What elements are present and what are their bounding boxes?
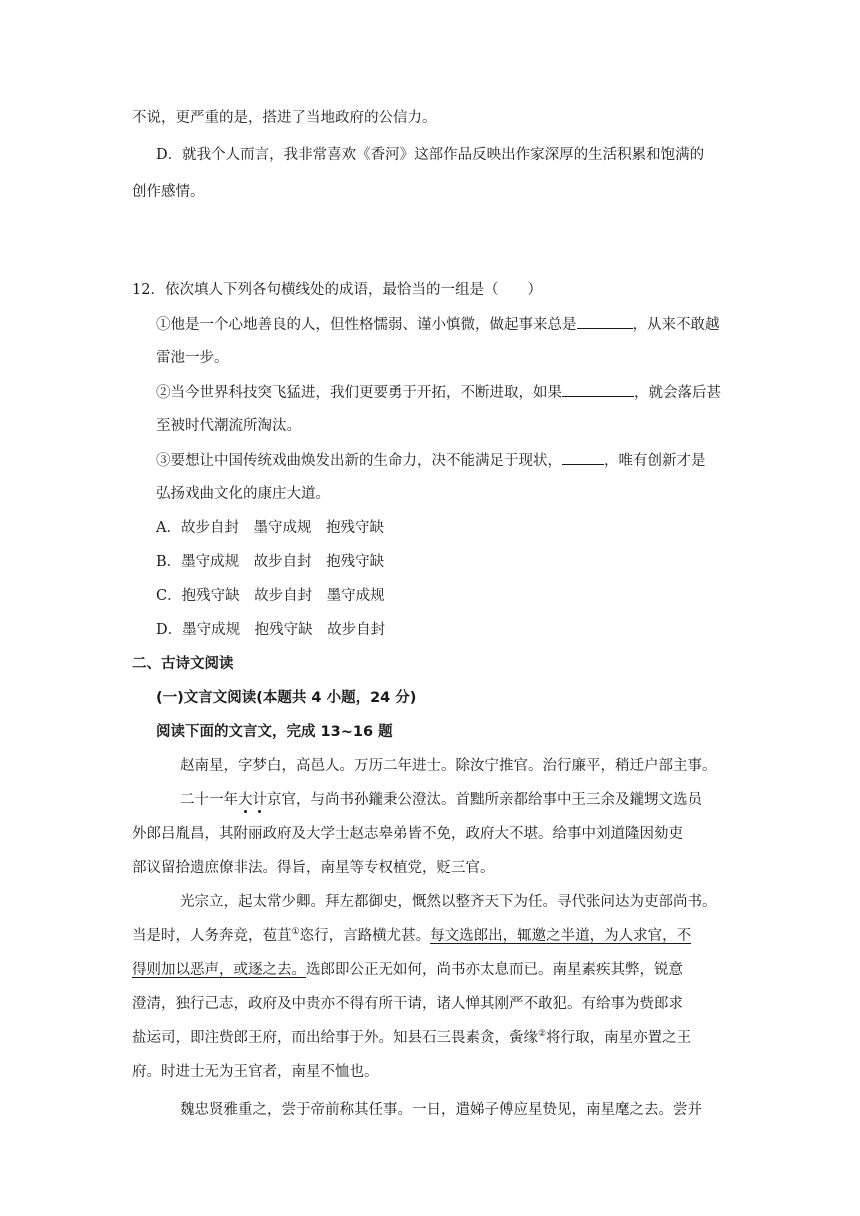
passage-text: 恣行，言路横尤甚。 [299, 928, 431, 944]
passage-text: 京官，与尚书孙鑨秉公澄汰。首黜所亲都给事中王三余及鑨甥文选员 [267, 792, 702, 808]
option-a: A．故步自封 墨守成规 抱残守缺 [156, 520, 384, 536]
carryover-text: 不说，更严重的是，搭进了当地政府的公信力。 [132, 110, 437, 126]
passage-p3-line6: 府。时进士无为王官者，南星不恤也。 [132, 1064, 379, 1080]
sentence-2-text-b: ，就会落后甚 [634, 385, 721, 401]
passage-text: 选郎即公正无如何，尚书亦太息而已。南星素疾其弊，锐意 [306, 962, 683, 978]
sub-heading: (一)文言文阅读(本题共 4 小题，24 分) [156, 690, 417, 706]
option-c: C．抱残守缺 故步自封 墨守成规 [156, 588, 385, 604]
option-d: D．墨守成规 抱残守缺 故步自封 [156, 622, 386, 638]
underlined-sentence: 每文选郎出，辄邀之半道，为人求官，不 [430, 928, 692, 944]
underlined-sentence: 得则加以恶声，或逐之去。 [132, 962, 306, 978]
passage-p2-line1 [180, 790, 780, 810]
emphasis-dot: 计 [252, 792, 267, 808]
passage-text: 将行取，南星亦置之王 [546, 1030, 692, 1046]
passage-p2-line3: 部议留拾遗庶僚非法。得旨，南星等专权植党，贬三官。 [132, 860, 495, 876]
question-12-stem: 12．依次填人下列各句横线处的成语，最恰当的一组是（ ） [132, 282, 542, 298]
passage-p3-line5 [132, 1028, 732, 1048]
sentence-1-text-a: ①他是一个心地善良的人，但性格懦弱、谨小慎微，做起事来总是 [156, 317, 577, 333]
sentence-2-line1 [156, 382, 756, 403]
footnote-marker: ② [538, 1029, 547, 1040]
passage-text: 二十一年 [180, 792, 238, 808]
passage-p2-line2: 外郎吕胤昌，其附丽政府及大学士赵志皋弟皆不免，政府大不堪。给事中刘道隆因劾吏 [132, 826, 683, 842]
passage-p1: 赵南星，字梦白，高邑人。万历二年进士。除汝宁推官。治行廉平，稍迁户部主事。 [180, 758, 717, 774]
passage-p3-line4: 澄清，独行己志，政府及中贵亦不得有所干请，诸人惮其刚严不敢犯。有给事为赀郎求 [132, 996, 683, 1012]
option-d-line2: 创作感情。 [132, 184, 205, 200]
sentence-1-text-b: ，从来不敢越 [632, 317, 720, 333]
sentence-3-line2: 弘扬戏曲文化的康庄大道。 [156, 486, 330, 502]
option-d-line1: D．就我个人而言，我非常喜欢《香河》这部作品反映出作家深厚的生活积累和饱满的 [156, 147, 705, 163]
blank-3 [562, 450, 604, 465]
sentence-1-line1 [156, 314, 756, 335]
sentence-3-text-b: ，唯有创新才是 [604, 453, 706, 469]
section-heading: 二、古诗文阅读 [132, 655, 234, 672]
blank-2 [562, 382, 634, 397]
blank-1 [577, 314, 633, 329]
sentence-1-line2: 雷池一步。 [156, 350, 229, 366]
footnote-marker: ① [291, 927, 300, 938]
sentence-3-text-a: ③要想让中国传统戏曲焕发出新的生命力，决不能满足于现状， [156, 453, 562, 469]
instruction: 阅读下面的文言文，完成 13~16 题 [156, 724, 393, 740]
option-b: B．墨守成规 故步自封 抱残守缺 [156, 554, 385, 570]
sentence-2-text-a: ②当今世界科技突飞猛进，我们更要勇于开拓，不断进取，如果 [156, 385, 562, 401]
passage-text: 当是时，人务奔竞，苞苴 [132, 928, 292, 944]
sentence-2-line2: 至被时代潮流所淘汰。 [156, 418, 301, 434]
passage-p3-line3 [132, 960, 732, 980]
emphasis-dot: 大 [238, 792, 253, 808]
passage-p3-line2 [132, 926, 732, 946]
passage-p4: 魏忠贤雅重之，尝于帝前称其任事。一日，遣娣子傅应星贽见，南星麾之去。尝并 [180, 1102, 702, 1118]
passage-p3-line1: 光宗立，起太常少卿。拜左都御史，慨然以整齐天下为任。寻代张问达为吏部尚书。 [180, 894, 717, 910]
passage-text: 盐运司，即注赀郎王府，而出给事于外。知县石三畏素贪，夤缘 [132, 1030, 538, 1046]
sentence-3-line1 [156, 450, 756, 471]
